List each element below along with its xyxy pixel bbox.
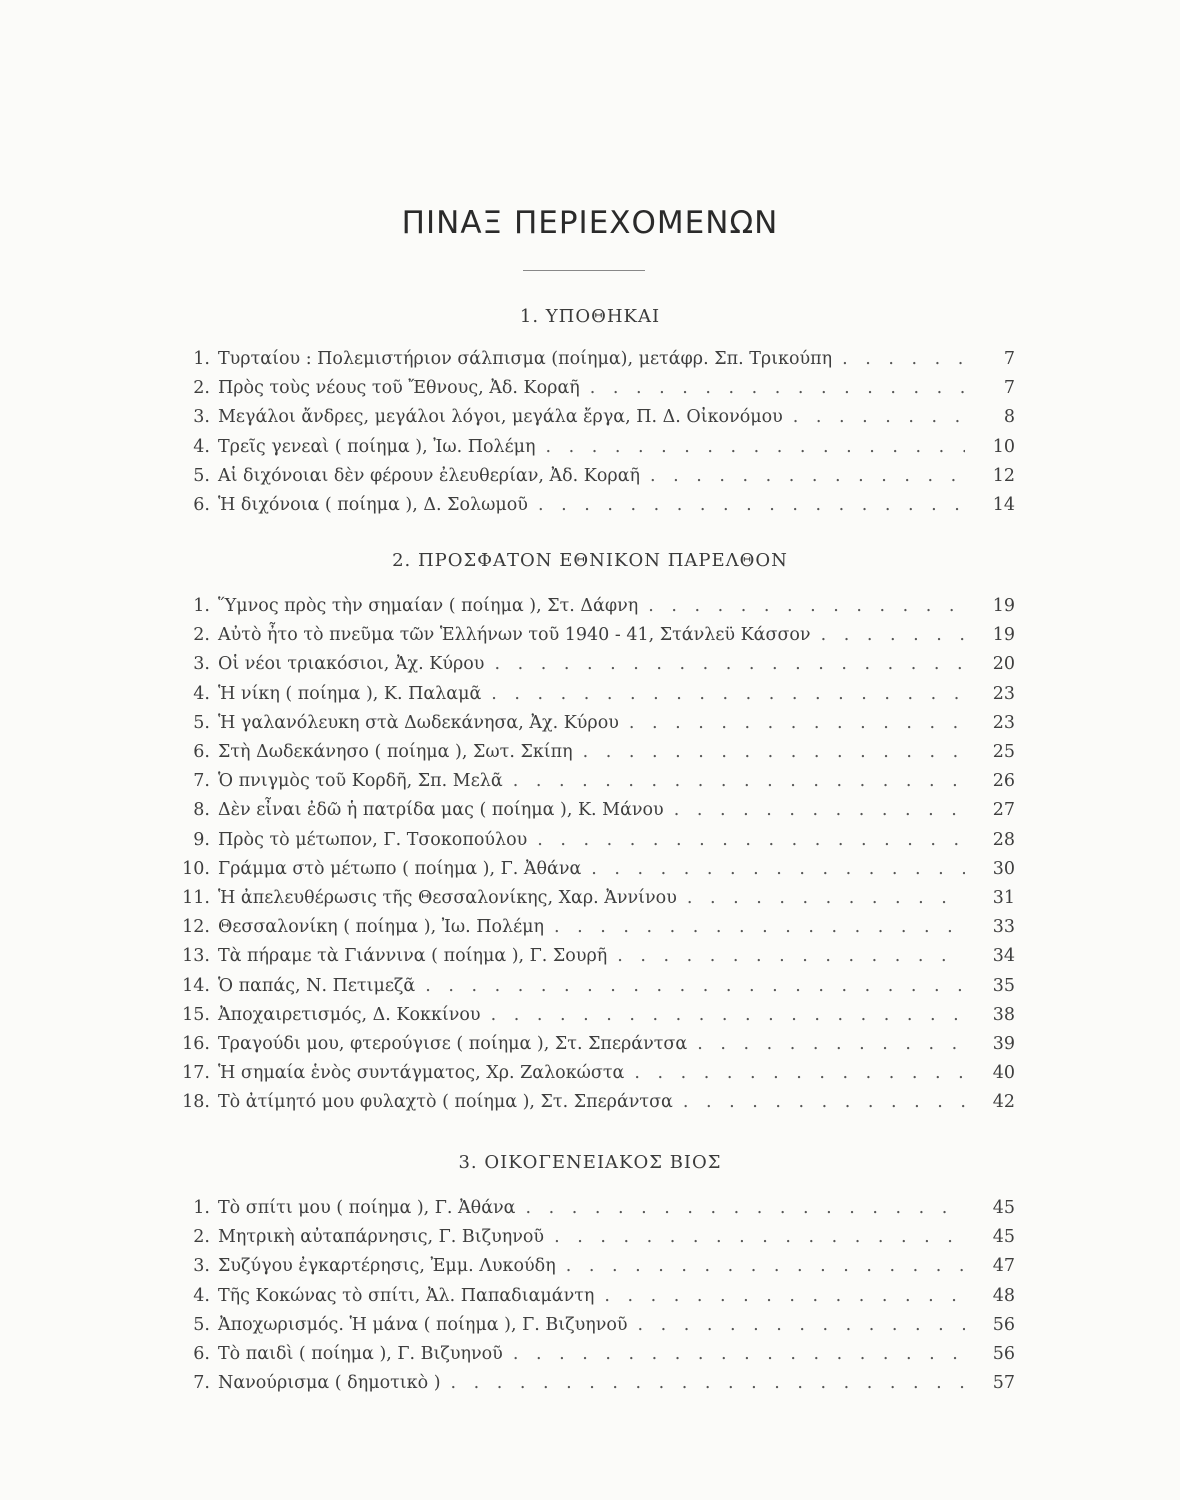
dot-leader (634, 1060, 965, 1086)
entry-page-number: 30 (992, 859, 1015, 879)
entry-title: Τρεῖς γενεαὶ ( ποίημα ), Ἰω. Πολέμη (218, 437, 536, 457)
dot-leader (687, 885, 965, 911)
entry-number: 15. (182, 1005, 210, 1025)
entry-page-number: 39 (992, 1034, 1015, 1054)
entry-number: 12. (182, 917, 210, 937)
entry-title: Στὴ Δωδεκάνησο ( ποίημα ), Σωτ. Σκίπη (218, 742, 573, 762)
dot-leader (526, 1195, 966, 1221)
toc-entry (160, 622, 1015, 648)
entry-number: 3. (193, 654, 210, 674)
entry-number: 18. (182, 1092, 210, 1112)
entry-title: Τραγούδι μου, φτερούγισε ( ποίημα ), Στ. Σπεράντσα (218, 1034, 688, 1054)
toc-entry (160, 681, 1015, 707)
dot-leader (491, 681, 965, 707)
entry-page-number: 8 (1003, 407, 1015, 427)
toc-entry (160, 375, 1015, 401)
dot-leader (590, 375, 965, 401)
toc-entry (160, 492, 1015, 518)
dot-leader (648, 593, 965, 619)
entry-title: Θεσσαλονίκη ( ποίημα ), Ἰω. Πολέμη (218, 917, 545, 937)
toc-entry (160, 710, 1015, 736)
entry-page-number: 7 (1003, 349, 1015, 369)
entry-page-number: 23 (992, 684, 1015, 704)
entry-title: Πρὸς τοὺς νέους τοῦ Ἔθνους, Ἀδ. Κοραῆ (218, 378, 580, 398)
entry-page-number: 34 (992, 946, 1015, 966)
dot-leader (554, 1224, 965, 1250)
entry-page-number: 42 (992, 1092, 1015, 1112)
entry-number: 4. (193, 437, 210, 457)
toc-entry (160, 739, 1015, 765)
dot-leader (604, 1283, 965, 1309)
entry-title: Πρὸς τὸ μέτωπον, Γ. Τσοκοπούλου (218, 830, 528, 850)
toc-entry (160, 768, 1015, 794)
section-heading: 2. ΠΡΟΣΦΑΤΟΝ ΕΘΝΙΚΟΝ ΠΑΡΕΛΘΟΝ (392, 550, 788, 571)
toc-entry (160, 856, 1015, 882)
toc-entry (160, 434, 1015, 460)
dot-leader (538, 492, 965, 518)
entry-number: 6. (193, 742, 210, 762)
entry-number: 2. (193, 1227, 210, 1247)
dot-leader (491, 1002, 965, 1028)
entry-number: 13. (182, 946, 210, 966)
entry-page-number: 45 (992, 1198, 1015, 1218)
entry-title: Δὲν εἶναι ἐδῶ ἡ πατρίδα μας ( ποίημα ), Κ. Μάνου (218, 800, 664, 820)
entry-page-number: 28 (992, 830, 1015, 850)
entry-title: Συζύγου ἐγκαρτέρησις, Ἐμμ. Λυκούδη (218, 1256, 556, 1276)
dot-leader (591, 856, 965, 882)
toc-entry (160, 1195, 1015, 1221)
toc-entry (160, 346, 1015, 372)
dot-leader (513, 1341, 965, 1367)
entry-number: 17. (182, 1063, 210, 1083)
entry-title: Ἀποχαιρετισμός, Δ. Κοκκίνου (218, 1005, 481, 1025)
entry-number: 1. (193, 596, 210, 616)
entry-page-number: 31 (992, 888, 1015, 908)
toc-entry (160, 1060, 1015, 1086)
entry-title: Τὸ ἀτίμητό μου φυλαχτὸ ( ποίημα ), Στ. Σπεράντσα (218, 1092, 673, 1112)
entry-page-number: 7 (1003, 378, 1015, 398)
entry-page-number: 45 (992, 1227, 1015, 1247)
entry-title: Νανούρισμα ( δημοτικὸ ) (218, 1373, 441, 1393)
entry-number: 4. (193, 684, 210, 704)
toc-entry (160, 1002, 1015, 1028)
entry-title: Τὸ παιδὶ ( ποίημα ), Γ. Βιζυηνοῦ (218, 1344, 503, 1364)
entry-title: Μητρικὴ αὐταπάρνησις, Γ. Βιζυηνοῦ (218, 1227, 545, 1247)
toc-entry (160, 593, 1015, 619)
dot-leader (697, 1031, 965, 1057)
dot-leader (583, 739, 965, 765)
entry-title: Τὸ σπίτι μου ( ποίημα ), Γ. Ἀθάνα (218, 1198, 516, 1218)
entry-number: 8. (193, 800, 210, 820)
toc-entry (160, 651, 1015, 677)
dot-leader (537, 827, 965, 853)
entry-page-number: 12 (992, 466, 1015, 486)
entry-number: 16. (182, 1034, 210, 1054)
dot-leader (566, 1253, 965, 1279)
entry-page-number: 25 (992, 742, 1015, 762)
section-heading: 3. ΟΙΚΟΓΕΝΕΙΑΚΟΣ ΒΙΟΣ (458, 1152, 722, 1173)
dot-leader (451, 1370, 965, 1396)
entry-page-number: 35 (992, 976, 1015, 996)
entry-page-number: 23 (992, 713, 1015, 733)
toc-entry (160, 404, 1015, 430)
entry-title: Τῆς Κοκώνας τὸ σπίτι, Ἀλ. Παπαδιαμάντη (218, 1286, 595, 1306)
entry-page-number: 20 (992, 654, 1015, 674)
entry-number: 6. (193, 495, 210, 515)
entry-title: Τὰ πήραμε τὰ Γιάννινα ( ποίημα ), Γ. Σουρῆ (218, 946, 608, 966)
dot-leader (546, 434, 965, 460)
entry-page-number: 14 (992, 495, 1015, 515)
toc-entry (160, 1283, 1015, 1309)
entry-number: 14. (182, 976, 210, 996)
entry-page-number: 38 (992, 1005, 1015, 1025)
entry-page-number: 57 (992, 1373, 1015, 1393)
toc-entry (160, 1224, 1015, 1250)
entry-title: Αἱ διχόνοιαι δὲν φέρουν ἐλευθερίαν, Ἀδ. Κοραῆ (218, 466, 641, 486)
entry-number: 11. (182, 888, 210, 908)
toc-entry (160, 827, 1015, 853)
entry-number: 3. (193, 1256, 210, 1276)
dot-leader (494, 651, 965, 677)
toc-entry (160, 1253, 1015, 1279)
title-rule (523, 270, 645, 271)
page-title: ΠΙΝΑΞ ΠΕΡΙΕΧΟΜΕΝΩΝ (401, 205, 779, 241)
dot-leader (683, 1089, 965, 1115)
entry-title: Ὁ πνιγμὸς τοῦ Κορδῆ, Σπ. Μελᾶ (218, 771, 503, 791)
entry-title: Ὕμνος πρὸς τὴν σημαίαν ( ποίημα ), Στ. Δάφνη (218, 596, 639, 616)
toc-entry (160, 1370, 1015, 1396)
dot-leader (554, 914, 965, 940)
entry-page-number: 56 (992, 1344, 1015, 1364)
entry-title: Ἡ νίκη ( ποίημα ), Κ. Παλαμᾶ (218, 684, 482, 704)
toc-entry (160, 1089, 1015, 1115)
entry-number: 6. (193, 1344, 210, 1364)
entry-page-number: 19 (992, 625, 1015, 645)
entry-number: 10. (182, 859, 210, 879)
entry-title: Ἡ σημαία ἑνὸς συντάγματος, Χρ. Ζαλοκώστα (218, 1063, 625, 1083)
entry-number: 3. (193, 407, 210, 427)
entry-title: Ἀποχωρισμός. Ἡ μάνα ( ποίημα ), Γ. Βιζυηνοῦ (218, 1315, 628, 1335)
entry-title: Ἡ γαλανόλευκη στὰ Δωδεκάνησα, Ἀχ. Κύρου (218, 713, 619, 733)
toc-entry (160, 943, 1015, 969)
toc-entry (160, 463, 1015, 489)
entry-number: 1. (193, 349, 210, 369)
entry-page-number: 47 (992, 1256, 1015, 1276)
entry-number: 7. (193, 1373, 210, 1393)
entry-page-number: 19 (992, 596, 1015, 616)
dot-leader (638, 1312, 965, 1338)
entry-page-number: 40 (992, 1063, 1015, 1083)
toc-entry (160, 973, 1015, 999)
dot-leader (650, 463, 965, 489)
dot-leader (793, 404, 965, 430)
entry-title: Τυρταίου : Πολεμιστήριον σάλπισμα (ποίημα), μετάφρ. Σπ. Τρικούπη (218, 349, 833, 369)
dot-leader (425, 973, 965, 999)
dot-leader (617, 943, 965, 969)
entry-title: Ἡ ἀπελευθέρωσις τῆς Θεσσαλονίκης, Χαρ. Ἀννίνου (218, 888, 677, 908)
entry-title: Γράμμα στὸ μέτωπο ( ποίημα ), Γ. Ἀθάνα (218, 859, 582, 879)
entry-title: Μεγάλοι ἄνδρες, μεγάλοι λόγοι, μεγάλα ἔργα, Π. Δ. Οἰκονόμου (218, 407, 783, 427)
entry-page-number: 10 (992, 437, 1015, 457)
dot-leader (842, 346, 965, 372)
toc-entry (160, 885, 1015, 911)
dot-leader (513, 768, 965, 794)
entry-number: 2. (193, 378, 210, 398)
entry-number: 7. (193, 771, 210, 791)
toc-entry (160, 1341, 1015, 1367)
entry-title: Ὁ παπάς, Ν. Πετιμεζᾶ (218, 976, 416, 996)
entry-number: 1. (193, 1198, 210, 1218)
entry-number: 4. (193, 1286, 210, 1306)
entry-page-number: 56 (992, 1315, 1015, 1335)
entry-title: Αὐτὸ ἦτο τὸ πνεῦμα τῶν Ἑλλήνων τοῦ 1940 - 41, Στάνλεϋ Κάσσον (218, 625, 811, 645)
entry-page-number: 26 (992, 771, 1015, 791)
entry-number: 5. (193, 1315, 210, 1335)
entry-page-number: 33 (992, 917, 1015, 937)
section-heading: 1. ΥΠΟΘΗΚΑΙ (519, 306, 661, 327)
toc-entry (160, 914, 1015, 940)
dot-leader (629, 710, 965, 736)
entry-number: 5. (193, 466, 210, 486)
dot-leader (821, 622, 965, 648)
dot-leader (674, 797, 965, 823)
toc-entry (160, 797, 1015, 823)
entry-title: Ἡ διχόνοια ( ποίημα ), Δ. Σολωμοῦ (218, 495, 528, 515)
toc-entry (160, 1312, 1015, 1338)
entry-number: 5. (193, 713, 210, 733)
entry-number: 9. (193, 830, 210, 850)
entry-title: Οἱ νέοι τριακόσιοι, Ἀχ. Κύρου (218, 654, 485, 674)
entry-number: 2. (193, 625, 210, 645)
entry-page-number: 27 (992, 800, 1015, 820)
entry-page-number: 48 (992, 1286, 1015, 1306)
toc-entry (160, 1031, 1015, 1057)
